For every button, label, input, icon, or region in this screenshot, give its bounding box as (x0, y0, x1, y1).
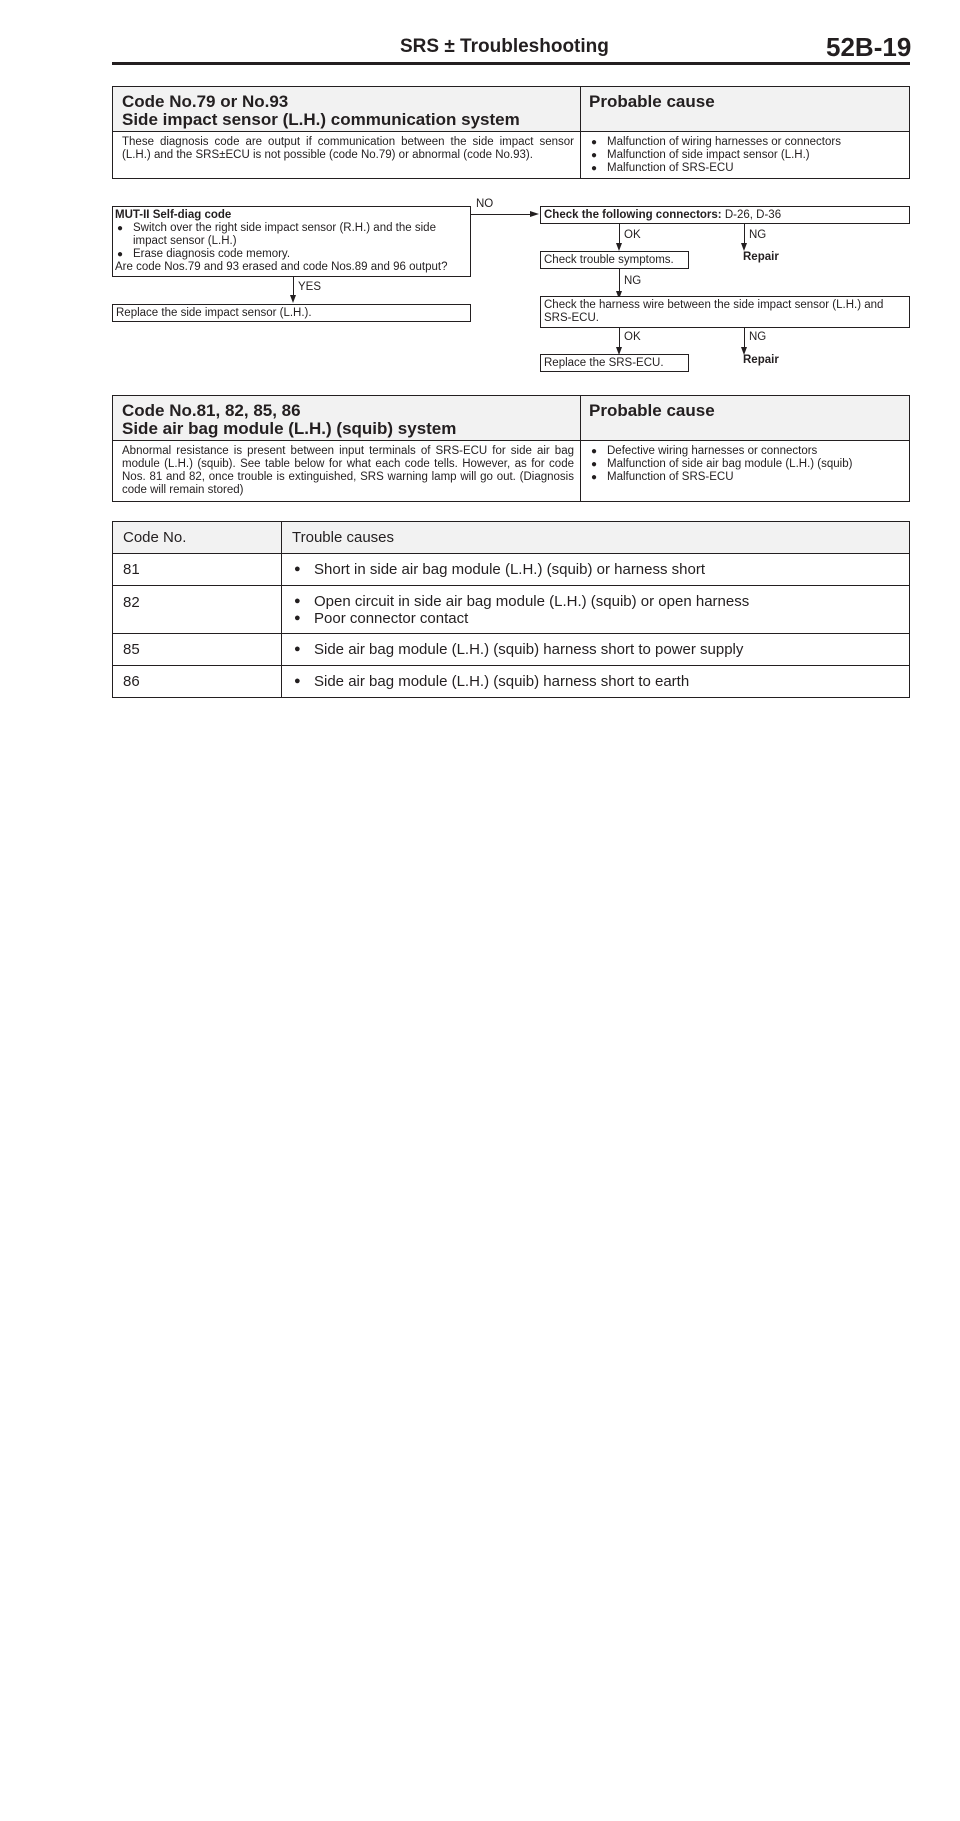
no-connector-line (471, 214, 531, 215)
table-row (113, 586, 910, 634)
list-item: ● Side air bag module (L.H.) (squib) harness short to power supply (292, 641, 899, 658)
list-item: ● Erase diagnosis code memory. (115, 248, 468, 261)
section2-code: Code No.81, 82, 85, 86 (122, 401, 301, 420)
diag-question: Are code Nos.79 and 93 erased and code Nos.89 and 96 output? (115, 261, 448, 273)
section2-panel (112, 395, 910, 502)
yes-label: YES (298, 281, 322, 293)
list-item: ● Short in side air bag module (L.H.) (squib) or harness short (292, 561, 899, 578)
section1-causes (589, 136, 904, 175)
ok2-line (619, 328, 620, 349)
col-code-header: Code No. (113, 522, 282, 554)
list-item: ● Side air bag module (L.H.) (squib) harness short to earth (292, 673, 899, 690)
list-item: ● Malfunction of SRS-ECU (589, 162, 904, 175)
check-connectors-value: D-26, D-36 (724, 209, 782, 221)
ok1-arrow (616, 243, 622, 251)
replace-ecu-box: Replace the SRS-ECU. (540, 354, 689, 372)
section2-causes (589, 445, 904, 484)
section1-divider (580, 87, 581, 178)
ng2-line (619, 269, 620, 293)
list-item: ● Malfunction of side air bag module (L.H.) (squib) (589, 458, 904, 471)
ng3-line (744, 328, 745, 349)
ng1-line (744, 224, 745, 244)
diag-items (115, 222, 468, 261)
check-harness-box: Check the harness wire between the side impact sensor (L.H.) and SRS-ECU. (540, 296, 910, 328)
section1-panel (112, 86, 910, 179)
list-item: ● Malfunction of SRS-ECU (589, 471, 904, 484)
list-item: ● Malfunction of wiring harnesses or connectors (589, 136, 904, 149)
no-label: NO (476, 198, 494, 210)
ok2-label: OK (624, 331, 641, 343)
replace-sensor-box: Replace the side impact sensor (L.H.). (112, 304, 471, 322)
ok1-line (619, 224, 620, 244)
trouble-causes-table (112, 521, 910, 698)
ng3-label: NG (749, 331, 767, 343)
row-code: 86 (113, 666, 282, 698)
no-arrow (530, 211, 539, 217)
page-number: 52B-19 (826, 32, 912, 62)
check-symptoms-box: Check trouble symptoms. (540, 251, 689, 269)
section1-code: Code No.79 or No.93 (122, 92, 289, 111)
section1-description: These diagnosis code are output if communication between the side impact sensor (L.H.) and the SRS±ECU is not possible (code No.79) or abnormal (code No.93). (122, 136, 574, 161)
check-connectors-label: Check the following connectors: (544, 209, 722, 221)
row-code: 82 (113, 586, 282, 634)
repair1-label: Repair (743, 251, 779, 263)
section2-probable-cause-label: Probable cause (589, 401, 715, 420)
list-item: ● Poor connector contact (292, 610, 899, 627)
section1-system: Side impact sensor (L.H.) communication system (122, 110, 520, 129)
page-title: SRS ± Troubleshooting (400, 36, 609, 57)
diag-box (112, 206, 471, 277)
yes-arrow (290, 295, 296, 303)
row-code: 85 (113, 634, 282, 666)
repair2-label: Repair (743, 354, 779, 366)
section1-probable-cause-label: Probable cause (589, 92, 715, 111)
ng2-label: NG (624, 275, 642, 287)
col-causes-header: Trouble causes (282, 522, 910, 554)
section2-description: Abnormal resistance is present between input terminals of SRS-ECU for side air bag module (L.H.) (squib). See table below for what each code tells. However, as for code Nos. 81 and 82, once trouble is extinguished, SRS warning lamp will go out. (Diagnosis code will remain stored) (122, 445, 574, 496)
diag-title: MUT-II Self-diag code (115, 209, 232, 221)
check-connectors-box (540, 206, 910, 224)
table-row (113, 666, 910, 698)
table-row (113, 554, 910, 586)
row-code: 81 (113, 554, 282, 586)
list-item: ● Switch over the right side impact sensor (R.H.) and the side impact sensor (L.H.) (115, 222, 468, 248)
header-rule (112, 62, 910, 65)
list-item: ● Open circuit in side air bag module (L.H.) (squib) or open harness (292, 593, 899, 610)
table-header-row (113, 522, 910, 554)
yes-connector-line (293, 277, 294, 297)
ng1-label: NG (749, 229, 767, 241)
ok1-label: OK (624, 229, 641, 241)
section2-system: Side air bag module (L.H.) (squib) system (122, 419, 457, 438)
list-item: ● Malfunction of side impact sensor (L.H.) (589, 149, 904, 162)
section2-divider (580, 396, 581, 501)
ng1-arrow (741, 243, 747, 251)
list-item: ● Defective wiring harnesses or connectors (589, 445, 904, 458)
table-row (113, 634, 910, 666)
